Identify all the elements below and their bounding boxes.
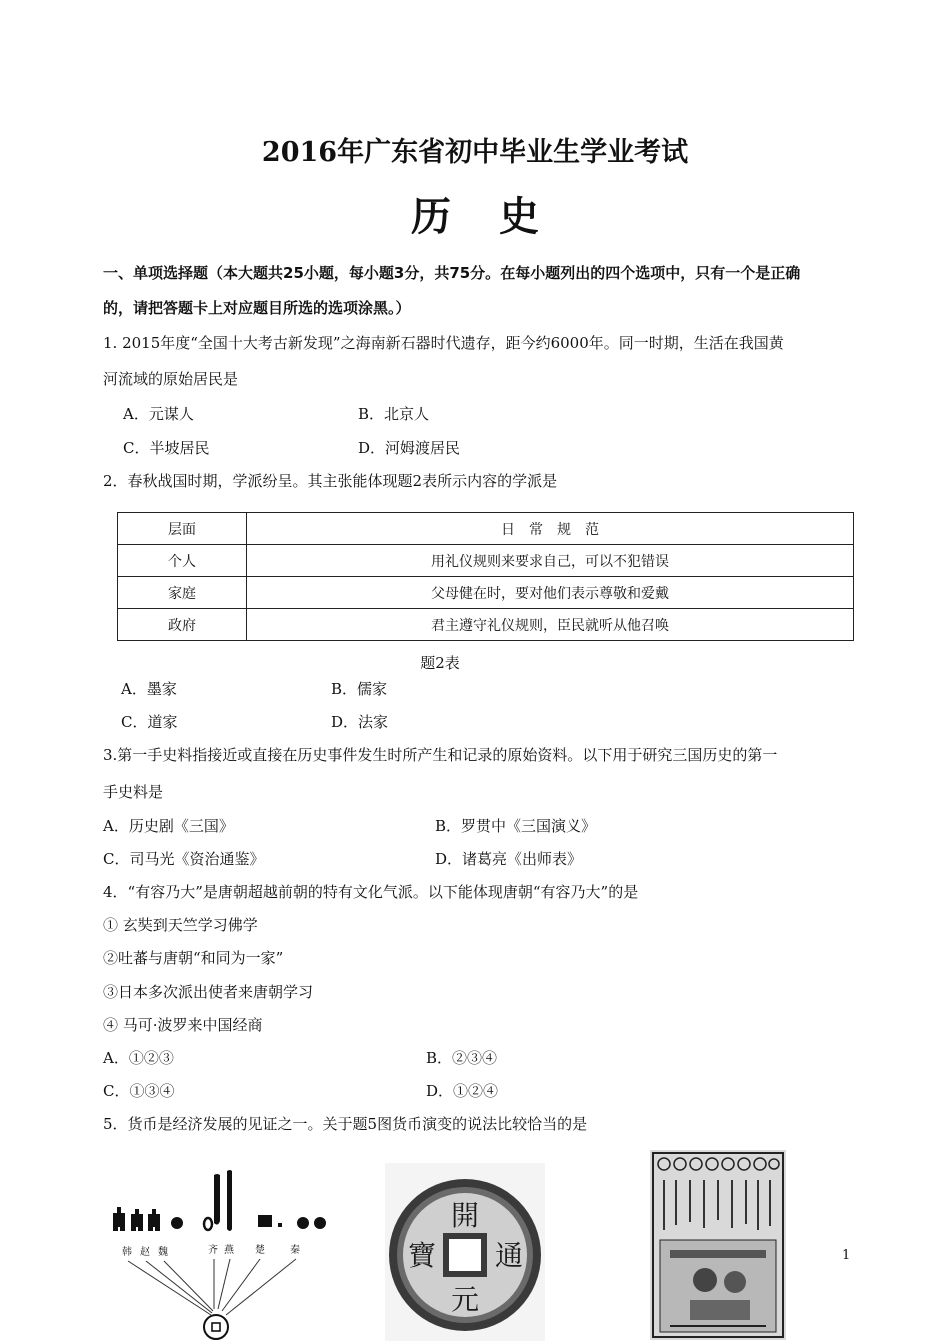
- table-row: [118, 545, 854, 577]
- round-coins-icon: [258, 1215, 326, 1229]
- table-header-row: [118, 513, 854, 545]
- q4-stem: 4．“有容乃大”是唐朝超越前朝的特有文化气派。以下能体现唐朝“有容乃大”的是: [103, 883, 639, 901]
- q4-option-b: B．②③④: [426, 1049, 498, 1067]
- q1-option-c: C．半坡居民: [123, 439, 210, 457]
- table-cell: 用礼仪规则来要求自己，可以不犯错误: [247, 545, 854, 577]
- q1-option-d: D．河姆渡居民: [358, 439, 461, 457]
- q4-item-3: ③日本多次派出使者来唐朝学习: [103, 983, 314, 1001]
- page-number: 1: [842, 1248, 851, 1263]
- q4-option-d: D．①②④: [426, 1082, 499, 1100]
- table-cell: 家庭: [118, 577, 247, 609]
- coin-char: 開: [450, 1199, 480, 1232]
- scene-illustration: [660, 1240, 776, 1332]
- table-header-cell: 日 常 规 范: [247, 513, 854, 545]
- q4-option-a: A．①②③: [103, 1049, 174, 1067]
- q3-option-a: A．历史剧《三国》: [103, 817, 234, 835]
- coin-label: 燕: [224, 1245, 234, 1256]
- section-heading-line1: 一、单项选择题（本大题共25小题，每小题3分，共75分。在每小题列出的四个选项中，只有一个是正确: [103, 264, 801, 282]
- subject-title: 历史: [411, 193, 587, 240]
- q1-option-b: B．北京人: [358, 405, 430, 423]
- q4-option-c: C．①③④: [103, 1082, 175, 1100]
- spade-coins-icon: [113, 1207, 183, 1231]
- q5-stem: 5．货币是经济发展的见证之一。关于题5图货币演变的说法比较恰当的是: [103, 1115, 588, 1133]
- coin-char: 寶: [407, 1239, 437, 1272]
- q2-table-caption: 题2表: [420, 654, 460, 672]
- q4-item-1: ① 玄奘到天竺学习佛学: [103, 916, 258, 934]
- exam-title: 2016年广东省初中毕业生学业考试: [261, 137, 689, 168]
- coin-label: 秦: [290, 1245, 300, 1256]
- q2-option-b: B．儒家: [331, 680, 388, 698]
- banliang-coin-icon: [204, 1315, 228, 1339]
- coin-label: 齐: [208, 1245, 218, 1256]
- coin-label: 魏: [158, 1247, 168, 1258]
- coin-label: 楚: [255, 1245, 265, 1256]
- q4-item-4: ④ 马可·波罗来中国经商: [103, 1016, 263, 1034]
- q4-item-2: ②吐蕃与唐朝“和同为一家”: [103, 949, 284, 967]
- q2-option-d: D．法家: [331, 713, 389, 731]
- q3-stem-line2: 手史料是: [103, 783, 164, 801]
- table-cell: 父母健在时，要对他们表示尊敬和爱戴: [247, 577, 854, 609]
- coin-char: 通: [494, 1239, 524, 1272]
- table-cell: 君主遵守礼仪规则，臣民就听从他召唤: [247, 609, 854, 641]
- q1-stem-line1: 1. 2015年度“全国十大考古新发现”之海南新石器时代遗存，距今约6000年。同一时期，生活在我国黄: [103, 334, 784, 352]
- table-cell: 政府: [118, 609, 247, 641]
- table-header-cell: 层面: [118, 513, 247, 545]
- q1-option-a: A．元谋人: [123, 405, 194, 423]
- q3-option-d: D．诸葛亮《出师表》: [435, 850, 583, 868]
- table-row: [118, 577, 854, 609]
- coin-label: 赵: [140, 1247, 150, 1258]
- q2-stem: 2．春秋战国时期，学派纷呈。其主张能体现题2表所示内容的学派是: [103, 472, 558, 490]
- converging-lines: [128, 1259, 296, 1315]
- q2-table: [117, 512, 854, 641]
- table-row: [118, 609, 854, 641]
- q2-option-a: A．墨家: [121, 680, 177, 698]
- q1-stem-line2: 河流域的原始居民是: [103, 370, 239, 388]
- section-heading-line2: 的，请把答题卡上对应题目所选的选项涂黑。）: [103, 299, 411, 317]
- q3-stem-line1: 3.第一手史料指接近或直接在历史事件发生时所产生和记录的原始资料。以下用于研究三国历史的第一: [103, 746, 778, 764]
- knife-coins-icon: [204, 1170, 232, 1231]
- kaiyuan-coin-figure: [385, 1163, 545, 1341]
- warring-states-coins-figure: [108, 1165, 338, 1340]
- table-cell: 个人: [118, 545, 247, 577]
- q3-option-b: B．罗贯中《三国演义》: [435, 817, 597, 835]
- coin-char: 元: [450, 1283, 480, 1316]
- q3-option-c: C．司马光《资治通鉴》: [103, 850, 265, 868]
- coin-label: 韩: [122, 1247, 132, 1258]
- jiaozi-banknote-figure: [650, 1150, 786, 1340]
- q2-option-c: C．道家: [121, 713, 178, 731]
